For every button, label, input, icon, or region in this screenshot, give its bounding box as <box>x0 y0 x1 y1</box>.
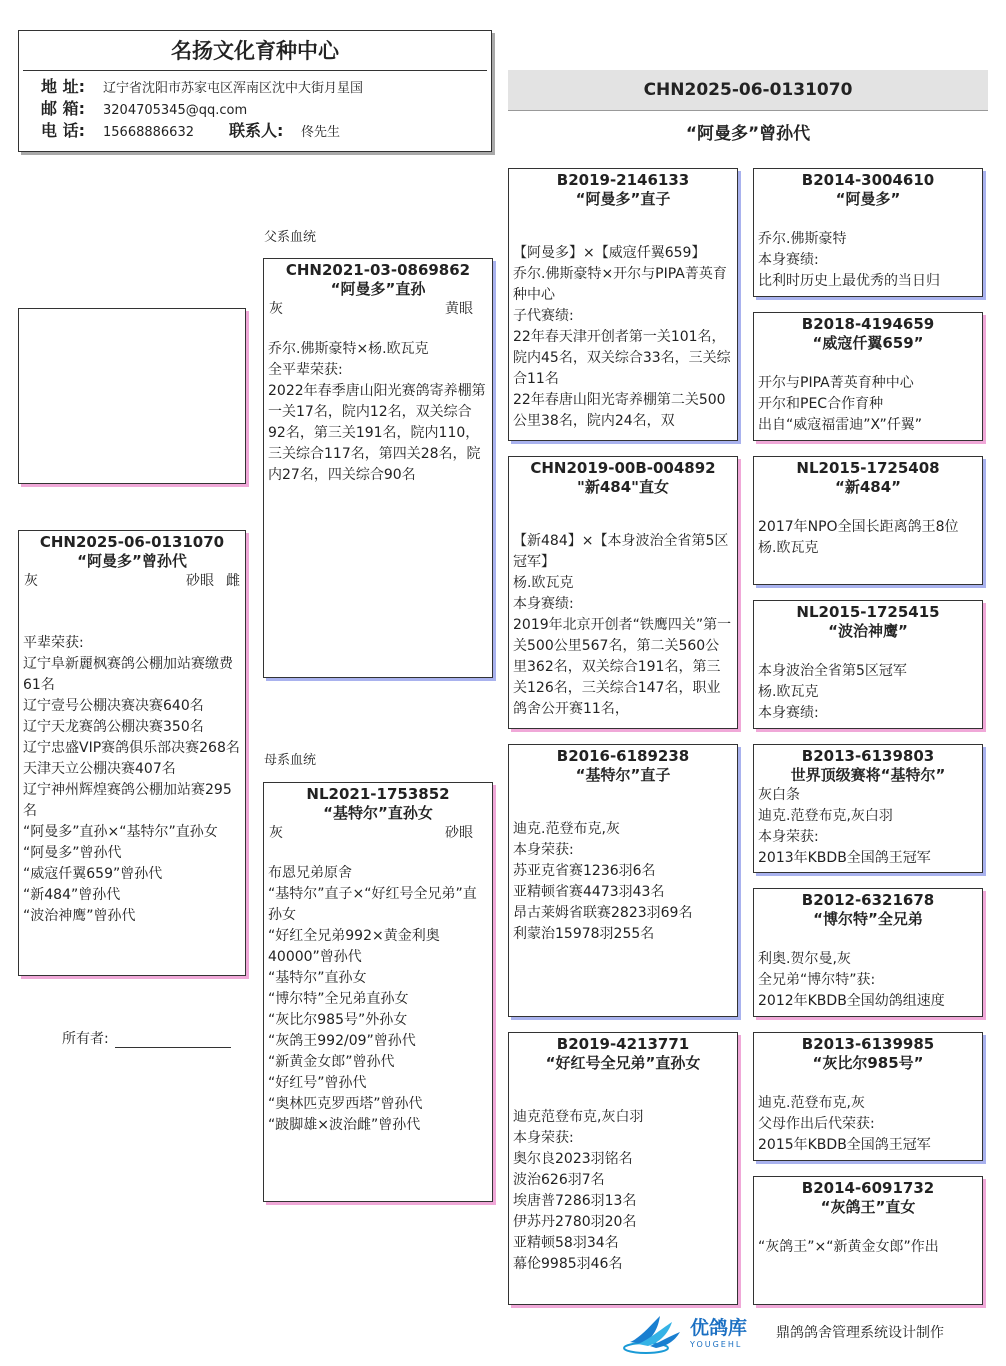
grandsire-maternal-card <box>508 744 738 1017</box>
phone-value: 15668886632 <box>103 125 194 140</box>
note-line: 亚精顿省赛4473羽43名 <box>513 884 665 900</box>
note-line: 本身赛绩: <box>758 705 819 721</box>
dam-notes <box>264 863 492 1136</box>
note-line: 比利时历史上最优秀的当日归 <box>758 273 940 289</box>
owner-label: 所有者: <box>62 1031 109 1047</box>
note-line: 天津天立公棚决赛407名 <box>23 761 176 777</box>
note-line: 出自“威寇福雷迪”X”仟翼” <box>758 417 923 433</box>
greatgrand-notes <box>754 517 982 559</box>
greatgrand-name: “波治神鹰” <box>828 622 908 640</box>
subject-eye: 砂眼 <box>186 573 214 589</box>
note-line: 2022年春季唐山阳光赛鸽寄养棚第一关17名，院内12名，双关综合92名，第三关191名，院内110，三关综合117名，第四关28名，院内27名，四关综合90名 <box>268 383 486 483</box>
note-line: 全兄弟“博尔特”获: <box>758 972 876 988</box>
greatgrand-name: “灰比尔985号” <box>812 1054 924 1072</box>
sire-card <box>263 258 493 678</box>
greatgrand-notes <box>754 1093 982 1156</box>
note-line: 本身荣获: <box>758 829 819 845</box>
note-line: 幕伦9985羽46名 <box>513 1256 623 1272</box>
greatgrand-card-3 <box>753 456 983 585</box>
top-ring-banner <box>508 70 988 111</box>
note-line: 灰白条 <box>758 787 800 803</box>
grand-notes <box>509 243 737 432</box>
grand-ring: B2016-6189238 <box>556 747 690 765</box>
note-line: 苏亚克省赛1236羽6名 <box>513 863 656 879</box>
loft-title: 名扬文化育种中心 <box>171 39 339 63</box>
note-line: “基特尔”直孙女 <box>268 970 367 986</box>
top-subtitle: “阿曼多”曾孙代 <box>685 124 811 144</box>
granddam-maternal-card <box>508 1032 738 1305</box>
maternal-label: 母系血统 <box>264 753 317 768</box>
greatgrand-card-1 <box>753 168 983 297</box>
note-line: 辽宁天龙赛鸽公棚决赛350名 <box>23 719 204 735</box>
note-line: 伊苏丹2780羽20名 <box>513 1214 637 1230</box>
address-value: 辽宁省沈阳市苏家屯区浑南区沈中大街月星国 <box>103 81 364 96</box>
note-line: 平辈荣获: <box>23 635 84 651</box>
greatgrand-name: 世界顶级赛将“基特尔” <box>790 766 946 784</box>
note-line: 布恩兄弟原舍 <box>268 865 352 881</box>
dam-color: 灰 <box>269 825 283 841</box>
grand-notes <box>509 531 737 720</box>
note-line: 【阿曼多】×【威寇仟翼659】 <box>513 245 706 261</box>
note-line: 2019年北京开创者“铁鹰四关”第一关500公里567名，第二关560公里362名，双关综合191名，第三关126名，三关综合147名，职业鸽舍公开赛11名， <box>513 617 732 717</box>
email-label: 邮 箱: <box>41 99 85 118</box>
dam-ring: NL2021-1753852 <box>306 785 450 803</box>
subject-card <box>18 530 246 976</box>
subject-sex: 雌 <box>226 573 240 589</box>
note-line: 辽宁神州辉煌赛鸽公棚加站赛295名 <box>23 782 232 819</box>
note-line: 2017年NPO全国长距离鸽王8位 <box>758 519 959 535</box>
note-line: 利奥.贺尔曼,灰 <box>758 951 851 967</box>
sire-ring: CHN2021-03-0869862 <box>285 261 471 279</box>
subject-color: 灰 <box>24 573 38 589</box>
greatgrand-notes <box>754 785 982 869</box>
header-box <box>18 30 492 152</box>
subject-ring: CHN2025-06-0131070 <box>39 533 225 551</box>
note-line: “阿曼多”直孙×“基特尔”直孙女 <box>23 824 218 840</box>
top-ring: CHN2025-06-0131070 <box>643 80 853 100</box>
note-line: 乔尔.佛斯豪特 <box>758 231 847 247</box>
greatgrand-ring: B2014-6091732 <box>801 1179 935 1197</box>
greatgrand-ring: B2013-6139985 <box>801 1035 935 1053</box>
grand-name: “好红号全兄弟”直孙女 <box>545 1054 701 1072</box>
grand-ring: CHN2019-00B-004892 <box>530 459 716 477</box>
note-line: “波治神鹰”曾孙代 <box>23 908 136 924</box>
greatgrand-ring: B2012-6321678 <box>801 891 935 909</box>
grandsire-paternal-card <box>508 168 738 441</box>
greatgrand-card-8 <box>753 1176 983 1305</box>
paternal-label: 父系血统 <box>264 230 317 245</box>
note-line: 波治626羽7名 <box>513 1172 605 1188</box>
note-line: 乔尔.佛斯豪特×杨.欧瓦克 <box>268 341 429 357</box>
note-line: 杨.欧瓦克 <box>758 540 819 556</box>
note-line: 辽宁阜新麗枫赛鸽公棚加站赛缴费61名 <box>23 656 233 693</box>
greatgrand-notes <box>754 1237 982 1258</box>
note-line: “灰鸽王992/09”曾孙代 <box>268 1033 416 1049</box>
greatgrand-name: “威寇仟翼659” <box>812 334 924 352</box>
greatgrand-ring: NL2015-1725408 <box>796 459 940 477</box>
subject-name: “阿曼多”曾孙代 <box>77 552 187 570</box>
dam-name: “基特尔”直孙女 <box>323 804 433 822</box>
sire-meta <box>264 299 492 319</box>
dam-meta <box>264 823 492 843</box>
greatgrand-notes <box>754 373 982 436</box>
logo-text: 优鸽库 <box>690 1317 748 1339</box>
email-value: 3204705345@qq.com <box>103 103 248 118</box>
note-line: “新黄金女郎”曾孙代 <box>268 1054 395 1070</box>
address-label: 地 址: <box>41 77 85 96</box>
note-line: 开尔与PIPA菁英育种中心 <box>758 375 914 391</box>
note-line: “威寇仟翼659”曾孙代 <box>23 866 163 882</box>
note-line: 辽宁忠盛VIP赛鸽俱乐部决赛268名 <box>23 740 240 756</box>
greatgrand-card-2 <box>753 312 983 441</box>
greatgrand-card-4 <box>753 600 983 729</box>
note-line: “跛脚雄×波治雌”曾孙代 <box>268 1117 421 1133</box>
owner-signature-line[interactable] <box>115 1031 231 1048</box>
note-line: 杨.欧瓦克 <box>513 575 574 591</box>
greatgrand-notes <box>754 949 982 1012</box>
note-line: 2013年KBDB全国鸽王冠军 <box>758 850 931 866</box>
note-line: 全平辈荣获: <box>268 362 343 378</box>
note-line: 迪克.范登布克,灰 <box>513 821 620 837</box>
grand-notes <box>509 1107 737 1275</box>
greatgrand-notes <box>754 229 982 292</box>
note-line: 开尔和PEC合作育种 <box>758 396 884 412</box>
note-line: 迪克.范登布克,灰 <box>758 1095 865 1111</box>
sire-eye: 黄眼 <box>445 301 473 317</box>
greatgrand-ring: NL2015-1725415 <box>796 603 940 621</box>
pigeon-logo-icon <box>620 1312 684 1356</box>
note-line: “灰鸽王”×“新黄金女郎”作出 <box>758 1239 939 1255</box>
contact-label: 联系人: <box>229 121 284 140</box>
note-line: 辽宁壹号公棚决赛决赛640名 <box>23 698 204 714</box>
greatgrand-card-5 <box>753 744 983 873</box>
note-line: 利蒙治15978羽255名 <box>513 926 655 942</box>
note-line: 奥尔良2023羽铭名 <box>513 1151 633 1167</box>
grand-ring: B2019-4213771 <box>556 1035 690 1053</box>
greatgrand-ring: B2018-4194659 <box>801 315 935 333</box>
dam-eye: 砂眼 <box>445 825 473 841</box>
greatgrand-notes <box>754 661 982 724</box>
greatgrand-ring: B2013-6139803 <box>801 747 935 765</box>
note-line: 乔尔.佛斯豪特×开尔与PIPA菁英育种中心 <box>513 266 727 303</box>
note-line: 22年春唐山阳光寄养棚第二关500公里38名，院内24名，双 <box>513 392 726 429</box>
note-line: 亚精顿58羽34名 <box>513 1235 619 1251</box>
greatgrand-name: “灰鸽王”直女 <box>820 1198 916 1216</box>
note-line: 2012年KBDB全国幼鸽组速度 <box>758 993 945 1009</box>
note-line: “好红全兄弟992×黄金利奥40000”曾孙代 <box>268 928 440 965</box>
phone-label: 电 话: <box>41 121 85 140</box>
grand-ring: B2019-2146133 <box>556 171 690 189</box>
greatgrand-card-6 <box>753 888 983 1017</box>
greatgrand-name: “博尔特”全兄弟 <box>813 910 923 928</box>
dam-card <box>263 782 493 1202</box>
grand-name: "新484"直女 <box>577 478 669 496</box>
footer-logo <box>620 1312 747 1356</box>
grand-name: “基特尔”直子 <box>575 766 671 784</box>
subject-notes <box>19 633 245 927</box>
note-line: 迪克范登布克,灰白羽 <box>513 1109 644 1125</box>
note-line: “灰比尔985号”外孙女 <box>268 1012 408 1028</box>
photo-frame <box>18 308 246 484</box>
contact-value: 佟先生 <box>301 125 341 140</box>
logo-subtext: YOUGEHL <box>690 1340 743 1349</box>
note-line: 埃唐普7286羽13名 <box>513 1193 637 1209</box>
greatgrand-ring: B2014-3004610 <box>801 171 935 189</box>
note-line: 杨.欧瓦克 <box>758 684 819 700</box>
greatgrand-card-7 <box>753 1032 983 1161</box>
note-line: 昂古莱姆省联赛2823羽69名 <box>513 905 693 921</box>
note-line: 迪克.范登布克,灰白羽 <box>758 808 893 824</box>
greatgrand-name: “阿曼多” <box>835 190 901 208</box>
note-line: 父母作出后代荣获: <box>758 1116 875 1132</box>
note-line: “新484”曾孙代 <box>23 887 121 903</box>
sire-color: 灰 <box>269 301 283 317</box>
note-line: “博尔特”全兄弟直孙女 <box>268 991 409 1007</box>
sire-name: “阿曼多”直孙 <box>330 280 426 298</box>
note-line: 【新484】×【本身波治全省第5区冠军】 <box>513 533 729 570</box>
note-line: 本身荣获: <box>513 842 574 858</box>
granddam-paternal-card <box>508 456 738 729</box>
note-line: 本身赛绩: <box>513 596 574 612</box>
note-line: 本身波治全省第5区冠军 <box>758 663 907 679</box>
note-line: 22年春天津开创者第一关101名，院内45名，双关综合33名，三关综合11名 <box>513 329 731 387</box>
subject-meta <box>19 571 245 591</box>
note-line: “好红号”曾孙代 <box>268 1075 367 1091</box>
note-line: “阿曼多”曾孙代 <box>23 845 122 861</box>
note-line: “基特尔”直子×“好红号全兄弟”直孙女 <box>268 886 477 923</box>
grand-notes <box>509 819 737 945</box>
note-line: 本身荣获: <box>513 1130 574 1146</box>
footer-credit: 鼎鸽鸽舍管理系统设计制作 <box>776 1325 944 1341</box>
note-line: “奥林匹克罗西塔”曾孙代 <box>268 1096 423 1112</box>
greatgrand-name: “新484” <box>834 478 902 496</box>
sire-notes <box>264 339 492 486</box>
note-line: 本身赛绩: <box>758 252 819 268</box>
note-line: 子代赛绩: <box>513 308 574 324</box>
note-line: 2015年KBDB全国鸽王冠军 <box>758 1137 931 1153</box>
owner-row <box>62 1028 231 1048</box>
grand-name: “阿曼多”直子 <box>575 190 671 208</box>
